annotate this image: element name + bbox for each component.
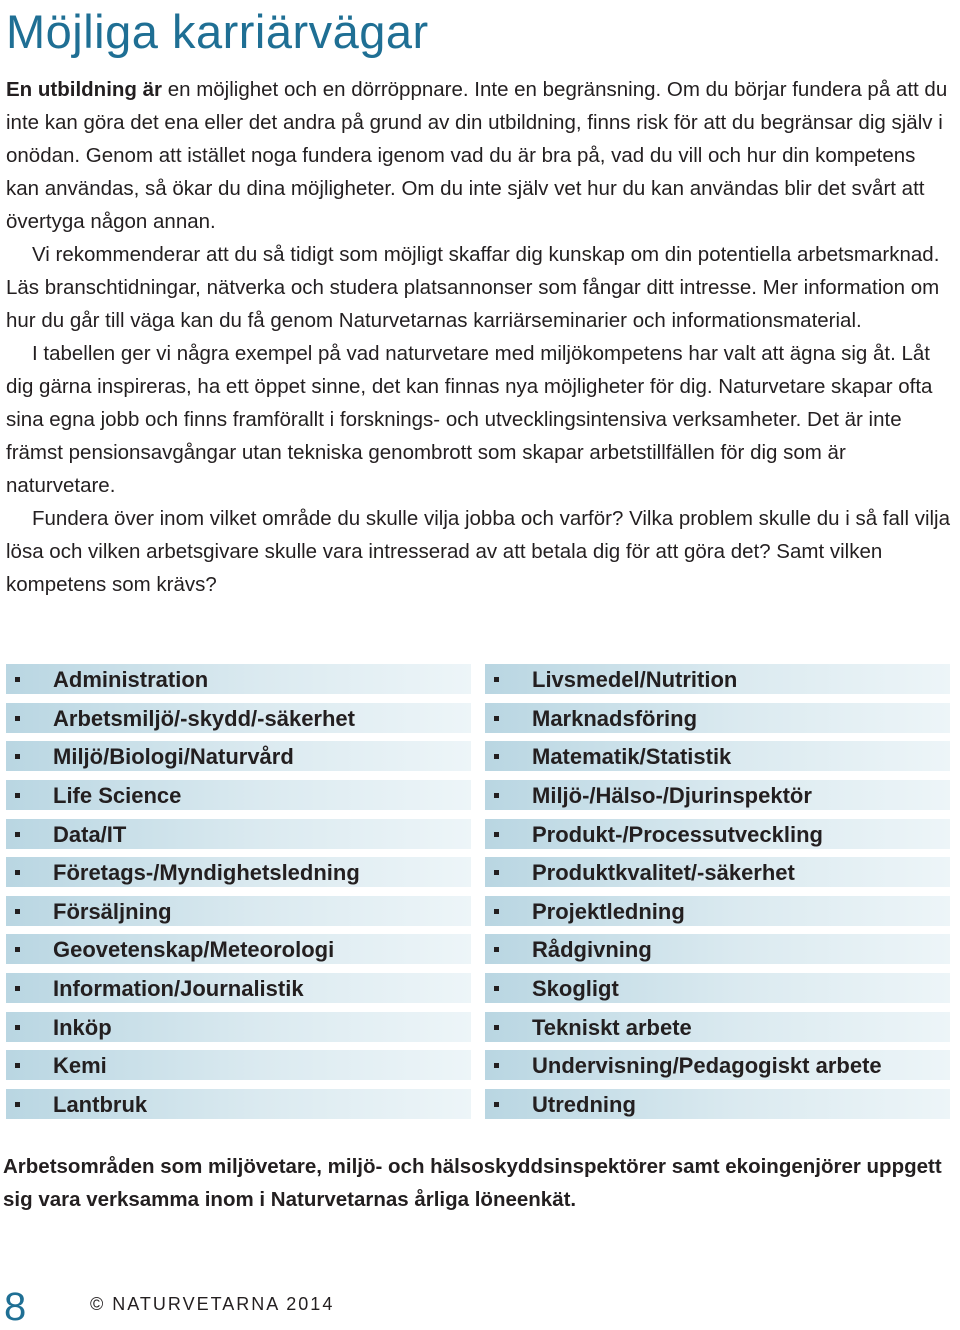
work-area-item bbox=[485, 741, 950, 771]
work-area-item bbox=[6, 1089, 471, 1119]
body-text bbox=[6, 73, 950, 601]
work-area-label: Life Science bbox=[53, 782, 182, 808]
work-area-item bbox=[6, 973, 471, 1003]
square-bullet-icon bbox=[494, 870, 499, 875]
work-area-label: Geovetenskap/Meteorologi bbox=[53, 937, 335, 963]
square-bullet-icon bbox=[494, 1025, 499, 1030]
square-bullet-icon bbox=[494, 947, 499, 952]
work-area-item bbox=[6, 934, 471, 964]
work-area-label: Information/Journalistik bbox=[53, 976, 304, 1002]
work-area-item bbox=[485, 703, 950, 733]
square-bullet-icon bbox=[15, 986, 20, 991]
paragraph-3: Fundera över inom vilket område du skulle vilja jobba och varför? Vilka problem skulle du i så fall vilja lösa och vilken arbetsgivare skulle vara intresserad av att betala dig för att göra det? Samt vilken kompetens som krävs? bbox=[6, 507, 951, 596]
work-area-label: Produkt-/Processutveckling bbox=[532, 821, 823, 847]
work-area-item bbox=[6, 1050, 471, 1080]
square-bullet-icon bbox=[15, 947, 20, 952]
work-area-item bbox=[6, 664, 471, 694]
square-bullet-icon bbox=[494, 909, 499, 914]
work-area-label: Projektledning bbox=[532, 898, 685, 924]
paragraph-1: Vi rekommenderar att du så tidigt som möjligt skaffar dig kunskap om din potentiella arbetsmarknad. Läs branschtidningar, nätverka och studera platsannonser som fångar ditt intresse. Mer information om hur du går till väga kan du få genom Naturvetarnas karriärseminarier och informationsmaterial. bbox=[6, 243, 940, 332]
work-area-item bbox=[485, 819, 950, 849]
square-bullet-icon bbox=[15, 870, 20, 875]
work-area-item bbox=[6, 857, 471, 887]
work-area-label: Arbetsmiljö/-skydd/-säkerhet bbox=[53, 705, 355, 731]
page-number: 8 bbox=[4, 1285, 27, 1329]
work-area-label: Tekniskt arbete bbox=[532, 1014, 692, 1040]
square-bullet-icon bbox=[15, 793, 20, 798]
work-area-item bbox=[485, 973, 950, 1003]
work-area-item bbox=[485, 896, 950, 926]
work-area-item bbox=[485, 1089, 950, 1119]
square-bullet-icon bbox=[494, 677, 499, 682]
square-bullet-icon bbox=[15, 1102, 20, 1107]
table-caption: Arbetsområden som miljövetare, miljö- och hälsoskyddsinspektörer samt ekoingenjörer uppgett sig vara verksamma inom i Naturvetarnas årliga löneenkät. bbox=[3, 1155, 942, 1211]
work-area-label: Rådgivning bbox=[532, 937, 652, 963]
work-area-label: Livsmedel/Nutrition bbox=[532, 667, 738, 692]
square-bullet-icon bbox=[15, 754, 20, 759]
paragraph-2: I tabellen ger vi några exempel på vad naturvetare med miljökompetens har valt att ägna sig åt. Låt dig gärna inspireras, ha ett öppet sinne, det kan finnas nya möjligheter för dig. Naturvetare skapar ofta sina egna jobb och finns framförallt i forsknings- och utvecklingsintensiva verksamheter. Det är inte främst pensionsavgångar utan tekniska genombrott som skapar arbetstillfällen för dig som är naturvetare. bbox=[6, 342, 933, 497]
square-bullet-icon bbox=[494, 1102, 499, 1107]
work-area-label: Data/IT bbox=[53, 821, 127, 847]
work-area-item bbox=[6, 780, 471, 810]
copyright-notice: © NATURVETARNA 2014 bbox=[90, 1294, 335, 1314]
work-area-label: Produktkvalitet/-säkerhet bbox=[532, 860, 795, 886]
square-bullet-icon bbox=[15, 677, 20, 682]
work-area-label: Miljö-/Hälso-/Djurinspektör bbox=[532, 782, 812, 808]
work-area-label: Administration bbox=[53, 667, 209, 692]
work-area-item bbox=[485, 934, 950, 964]
square-bullet-icon bbox=[494, 1063, 499, 1068]
work-areas-right-column bbox=[485, 664, 950, 1128]
work-area-item bbox=[6, 741, 471, 771]
work-area-label: Skogligt bbox=[532, 976, 619, 1002]
square-bullet-icon bbox=[494, 793, 499, 798]
work-area-label: Matematik/Statistik bbox=[532, 744, 732, 770]
square-bullet-icon bbox=[15, 909, 20, 914]
work-area-item bbox=[485, 1012, 950, 1042]
square-bullet-icon bbox=[15, 1025, 20, 1030]
work-area-item bbox=[485, 857, 950, 887]
work-area-item bbox=[6, 819, 471, 849]
work-area-label: Kemi bbox=[53, 1053, 107, 1079]
work-area-item bbox=[485, 780, 950, 810]
square-bullet-icon bbox=[494, 754, 499, 759]
work-area-item bbox=[6, 1012, 471, 1042]
work-area-label: Företags-/Myndighetsledning bbox=[53, 860, 360, 886]
work-area-item bbox=[6, 896, 471, 926]
square-bullet-icon bbox=[15, 1063, 20, 1068]
intro-rest: en möjlighet och en dörröppnare. Inte en begränsning. Om du börjar fundera på att du inte kan göra det ena eller det andra på grund av din utbildning, finns risk för att du begränsar dig själv i onödan. Genom att istället noga fundera igenom vad du är bra på, vad du vill och hur din kompetens kan användas, så ökar du dina möjligheter. Om du inte själv vet hur du kan användas blir det svårt att övertyga någon annan. bbox=[6, 78, 948, 233]
square-bullet-icon bbox=[494, 832, 499, 837]
work-area-item bbox=[6, 703, 471, 733]
work-areas-left-column bbox=[6, 664, 471, 1128]
square-bullet-icon bbox=[494, 716, 499, 721]
work-area-label: Försäljning bbox=[53, 898, 172, 924]
work-area-label: Undervisning/Pedagogiskt arbete bbox=[532, 1053, 882, 1079]
page-title: Möjliga karriärvägar bbox=[6, 5, 429, 58]
work-area-item bbox=[485, 664, 950, 694]
square-bullet-icon bbox=[494, 986, 499, 991]
work-area-label: Utredning bbox=[532, 1092, 636, 1118]
work-area-label: Miljö/Biologi/Naturvård bbox=[53, 744, 294, 770]
work-area-label: Inköp bbox=[53, 1014, 112, 1040]
intro-paragraph bbox=[6, 73, 950, 238]
work-area-label: Marknadsföring bbox=[532, 705, 698, 731]
square-bullet-icon bbox=[15, 716, 20, 721]
work-area-item bbox=[485, 1050, 950, 1080]
intro-lead: En utbildning är bbox=[6, 78, 163, 101]
work-area-label: Lantbruk bbox=[53, 1092, 148, 1118]
square-bullet-icon bbox=[15, 832, 20, 837]
